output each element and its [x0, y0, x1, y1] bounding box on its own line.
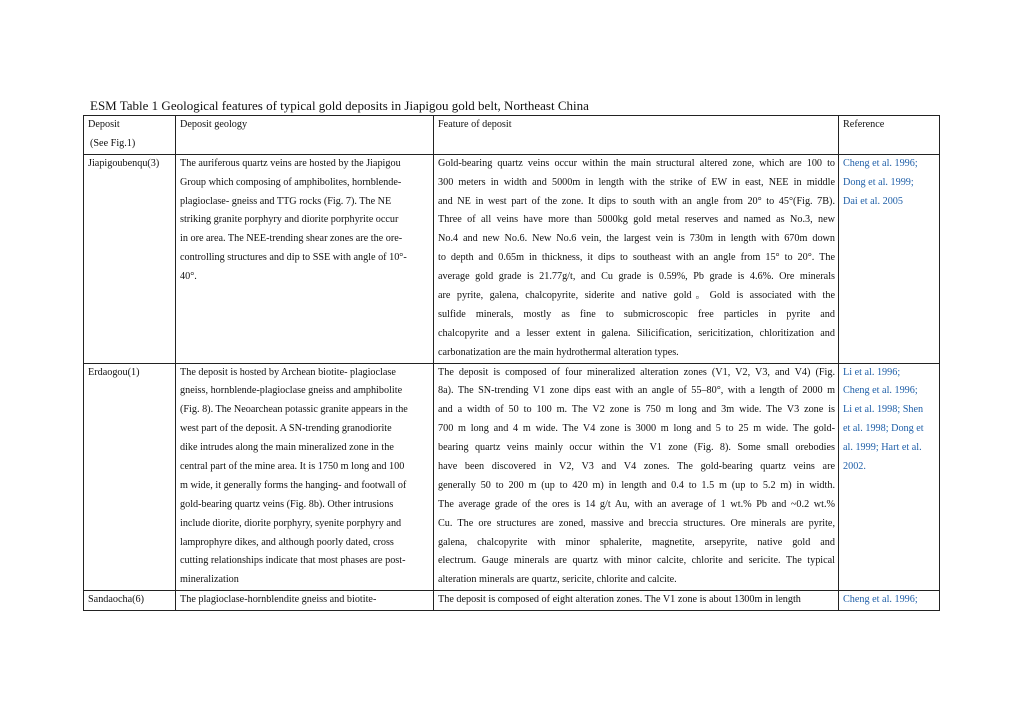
geology-line: mineralization — [180, 574, 239, 586]
geology-line: in ore area. The NEE-trending shear zones are the ore- — [180, 233, 403, 245]
feature-line: Cu. The ore structures are zoned, massive and breccia structures. Ore minerals are pyrite, — [438, 517, 835, 529]
header-feature — [434, 116, 839, 155]
geology-line: The deposit is hosted by Archean biotite- plagioclase — [180, 366, 396, 378]
header-reference — [839, 116, 940, 155]
feature-cell — [434, 591, 839, 611]
reference-citation: et al. 1998; Dong et — [843, 423, 924, 435]
reference-citation: Li et al. 1996; — [843, 366, 901, 378]
feature-line: galena, chalcopyrite with minor sphalerite, magnetite, arsepyrite, native gold and — [438, 536, 835, 548]
feature-line: bearing quartz veins mainly occur within the V1 zone (Fig. 8). Some small orebodies — [438, 442, 835, 454]
header-feature-label: Feature of deposit — [438, 119, 512, 130]
feature-line: are pyrite, galena, chalcopyrite, siderite and native gold。Gold is associated with the — [438, 290, 835, 302]
feature-line: alteration minerals are quartz, sericite, chlorite and calcite. — [438, 574, 677, 586]
feature-line: carbonatization are the main hydrothermal alteration types. — [438, 346, 679, 358]
feature-line: electrum. Gauge minerals are quartz with minor calcite, chlorite and sericite. The typical — [438, 555, 835, 567]
geology-line: gneiss, hornblende-plagioclase gneiss and amphibolite — [180, 385, 403, 397]
reference-citation: Dong et al. 1999; — [843, 176, 914, 188]
feature-cell — [434, 363, 839, 591]
deposit-cell — [84, 154, 176, 363]
reference-cell — [839, 591, 940, 611]
reference-cell — [839, 363, 940, 591]
geology-line: lamprophyre dikes, and although poorly dated, cross — [180, 536, 394, 548]
deposit-name: Erdaogou(1) — [88, 366, 140, 378]
geology-line: dike intrudes along the main mineralized zone in the — [180, 442, 394, 454]
table-header-row — [84, 116, 940, 155]
reference-citation: Cheng et al. 1996; — [843, 385, 918, 397]
feature-line: and a width of 50 to 100 m. The V2 zone is 750 m long and 3m wide. The V3 zone is — [438, 404, 835, 416]
table-row — [84, 363, 940, 591]
geology-line: striking granite porphyry and diorite porphyrite occur — [180, 214, 399, 226]
geology-line: m wide, it generally forms the hanging- and footwall of — [180, 479, 407, 491]
geology-line: cutting relationships indicate that most phases are post- — [180, 555, 406, 567]
feature-line: average gold grade is 21.77g/t, and Cu grade is 0.59%, Pb grade is 4.6%. Ore minerals — [438, 271, 835, 283]
geology-cell — [176, 591, 434, 611]
geology-cell — [176, 363, 434, 591]
header-deposit-sublabel: (See Fig.1) — [90, 137, 136, 149]
reference-cell — [839, 154, 940, 363]
geology-line: 40°. — [180, 271, 197, 283]
feature-line: and NE in west part of the zone. It dips to south with an angle from 20° to 45°(Fig. 7B). — [438, 195, 835, 207]
geology-line: plagioclase- gneiss and TTG rocks (Fig. 7). The NE — [180, 195, 392, 207]
geology-line: include diorite, diorite porphyry, syenite porphyry and — [180, 517, 402, 529]
header-geology-label: Deposit geology — [180, 119, 248, 130]
deposit-cell — [84, 363, 176, 591]
feature-line: 8a). The SN-trending V1 zone dips east with an angle of 55–80°, with a length of 2000 m — [438, 385, 835, 397]
geology-cell — [176, 154, 434, 363]
table-row — [84, 591, 940, 611]
feature-line: The average grade of the ores is 14 g/t Au, with an average of 1 wt.% Pb and ~0.2 wt.% — [438, 498, 835, 510]
reference-citation: Cheng et al. 1996; — [843, 157, 918, 169]
feature-line: sulfide minerals, mostly as fine to submicroscopic free particles in pyrite and — [438, 308, 835, 320]
header-reference-label: Reference — [843, 119, 885, 130]
feature-line: generally 50 to 200 m (up to 420 m) in length and 0.4 to 1.5 m (up to 5.2 m) in width. — [438, 479, 835, 491]
deposit-name: Sandaocha(6) — [88, 594, 145, 606]
reference-citation: al. 1999; Hart et al. — [843, 442, 922, 454]
feature-line: The deposit is composed of eight alteration zones. The V1 zone is about 1300m in length — [438, 594, 801, 606]
reference-citation: 2002. — [843, 461, 866, 473]
reference-citation: Cheng et al. 1996; — [843, 594, 918, 606]
geology-line: controlling structures and dip to SSE with angle of 10°- — [180, 252, 407, 264]
table-title: ESM Table 1 Geological features of typical gold deposits in Jiapigou gold belt, Northeast China — [90, 98, 589, 113]
geology-line: The plagioclase-hornblendite gneiss and biotite- — [180, 594, 377, 606]
feature-line: 700 m long and 4 m wide. The V4 zone is 3000 m long and 5 to 25 m wide. The gold- — [438, 423, 835, 435]
gold-deposits-table — [83, 115, 940, 611]
feature-line: 300 meters in width and 5000m in length with the strike of EW in east, NEE in middle — [438, 176, 835, 188]
feature-line: Gold-bearing quartz veins occur within the main structural altered zone, which are 100 to — [438, 157, 835, 169]
feature-line: No.4 and new No.6. New No.6 vein, the largest vein is 730m in length with 670m down — [438, 233, 835, 245]
deposit-cell — [84, 591, 176, 611]
deposit-name: Jiapigoubenqu(3) — [88, 157, 160, 169]
feature-line: have been discovered in V2, V3 and V4 zones. The gold-bearing quartz veins are — [438, 461, 835, 473]
feature-line: The deposit is composed of four mineralized alteration zones (V1, V2, V3, and V4) (Fig. — [438, 366, 835, 378]
geology-line: The auriferous quartz veins are hosted by the Jiapigou — [180, 157, 401, 169]
feature-line: chalcopyrite and a lesser extent in galena. Silicification, sericitization, chloritization and — [438, 327, 835, 339]
geology-line: Group which composing of amphibolites, hornblende- — [180, 176, 402, 188]
table-row — [84, 154, 940, 363]
feature-cell — [434, 154, 839, 363]
reference-citation: Li et al. 1998; Shen — [843, 404, 924, 416]
header-geology — [176, 116, 434, 155]
feature-line: to depth and 0.65m in thickness, it dips to southeast with an angle from 15° to 20°. The — [438, 252, 835, 264]
reference-citation: Dai et al. 2005 — [843, 195, 903, 207]
geology-line: gold-bearing quartz veins (Fig. 8b). Other intrusions — [180, 498, 394, 510]
geology-line: west part of the deposit. A SN-trending granodiorite — [180, 423, 392, 435]
geology-line: central part of the mine area. It is 1750 m long and 100 — [180, 461, 405, 473]
feature-line: Three of all veins have more than 5000kg gold metal reserves and named as No.3, new — [438, 214, 835, 226]
geology-line: (Fig. 8). The Neoarchean potassic granite appears in the — [180, 404, 408, 416]
header-deposit-label: Deposit — [88, 119, 120, 130]
header-deposit — [84, 116, 176, 155]
